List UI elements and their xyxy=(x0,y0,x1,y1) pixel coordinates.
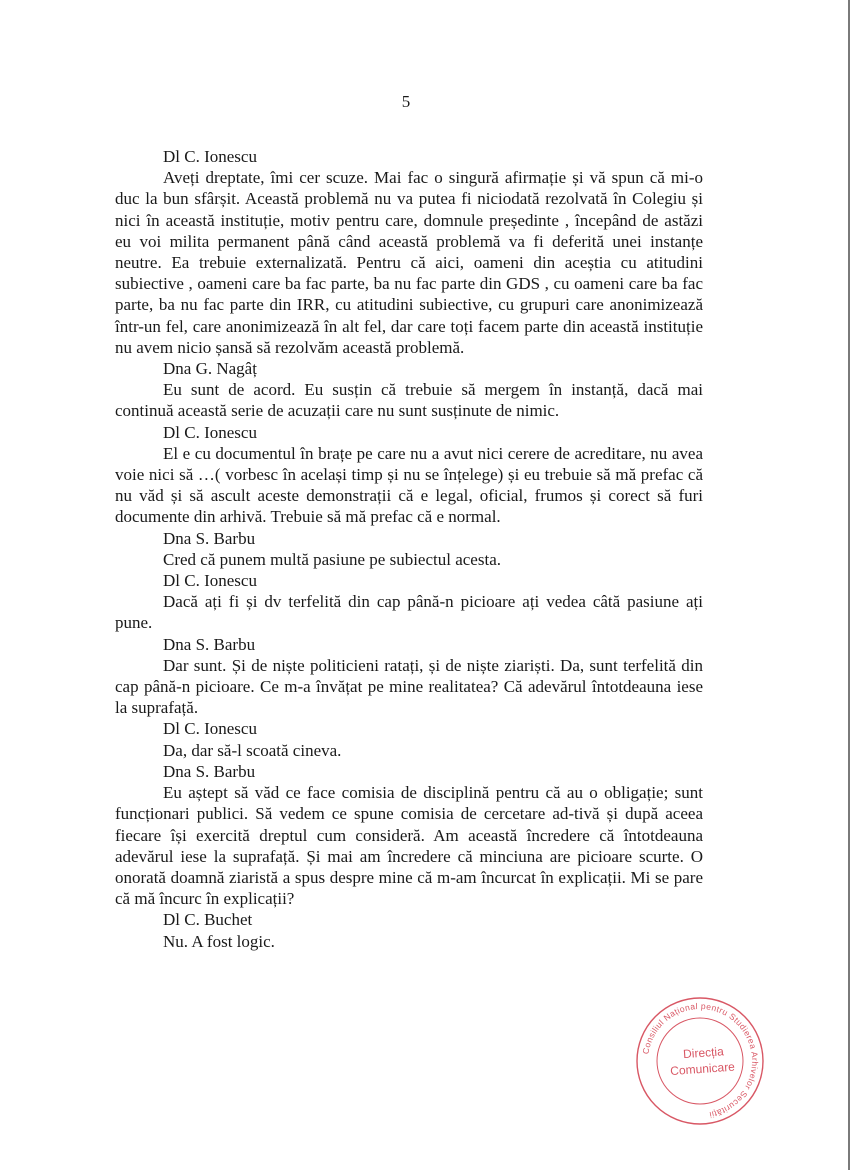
speaker-name: Dl C. Ionescu xyxy=(163,147,257,166)
speech-paragraph: Nu. A fost logic. xyxy=(163,931,275,951)
speech-paragraph: Dar sunt. Și de niște politicieni ratați, și de niște ziariști. Da, sunt terfelită din cap până-n picioare. Ce m-a învățat pe mine realitatea? Că adevărul întotdeauna iese la suprafață. xyxy=(115,655,703,718)
speaker-name: Dna G. Nagâț xyxy=(163,359,257,379)
stamp-arc-text: Consiliul Național pentru Studierea Arhivelor Securității xyxy=(640,1000,761,1121)
speaker-name: Dl C. Ionescu xyxy=(163,571,257,591)
speaker-name: Dna S. Barbu xyxy=(163,528,256,548)
stamp-line-1: Direcția xyxy=(682,1044,725,1062)
speaker-name: Dl C. Buchet xyxy=(163,910,253,930)
stamp-line-2: Comunicare xyxy=(669,1059,736,1079)
speaker-name: Dl C. Ionescu xyxy=(163,719,257,739)
speech-paragraph: Eu sunt de acord. Eu susțin că trebuie să mergem în instanță, dacă mai continuă această serie de acuzații care nu sunt susținute de nimic. xyxy=(115,380,703,421)
speech-paragraph: Cred că punem multă pasiune pe subiectul acesta. xyxy=(163,549,501,569)
speech-paragraph: El e cu documentul în brațe pe care nu a avut nici cerere de acreditare, nu avea voie nici să …( vorbesc în același timp și nu se înțelege) și eu trebuie să mă prefac că nu văd și să ascult aceste demonstrații că e legal, oficial, frumos și corect să furi documente din arhivă. Trebuie să mă prefac că e normal. xyxy=(115,443,703,527)
speech-paragraph: Da, dar să-l scoată cineva. xyxy=(163,740,342,760)
speaker-name: Dna S. Barbu xyxy=(163,634,256,654)
stamp-outer-ring xyxy=(637,998,763,1124)
speech-paragraph: Eu aștept să văd ce face comisia de disciplină pentru că au o obligație; sunt funcționari publici. Să vedem ce spune comisia de cercetare ad-tivă și după aceea fiecare își exercită dreptul cum consideră. Am această încredere că întotdeauna adevărul iese la suprafață. Și mai am încredere că minciuna are picioare scurte. O onorată doamnă ziaristă a spus despre mine că m-am încurcat în explicații. Mi se pare că mă încurc în explicații? xyxy=(115,783,703,909)
page-number: 5 xyxy=(401,92,411,111)
speech-paragraph: Dacă ați fi și dv terfelită din cap până-n picioare ați vedea câtă pasiune ați pune. xyxy=(115,592,703,633)
speech-paragraph: Aveți dreptate, îmi cer scuze. Mai fac o singură afirmație și vă spun că mi-o duc la bun sfârșit. Această problemă nu va putea fi niciodată rezolvată în Colegiu și nici în această instituție, motiv pentru care, domnule președinte , începând de astăzi eu voi milita permanent până când această problemă va fi deferită unei instanțe neutre. Ea trebuie externalizată. Pentru că aici, oameni din aceștia cu atitudini subiective , oameni care ba fac parte, ba nu fac parte din GDS , cu oameni care ba fac parte, ba nu fac parte din IRR, cu atitudini subiective, cu grupuri care anonimizează într-un fel, care anonimizează în alt fel, dar care toți facem parte din această instituție nu avem nicio șansă să rezolvăm această problemă. xyxy=(115,168,703,357)
speaker-name: Dna S. Barbu xyxy=(163,761,256,781)
institution-stamp xyxy=(634,995,766,1127)
transcript xyxy=(115,146,703,952)
speaker-name: Dl C. Ionescu xyxy=(163,422,257,442)
